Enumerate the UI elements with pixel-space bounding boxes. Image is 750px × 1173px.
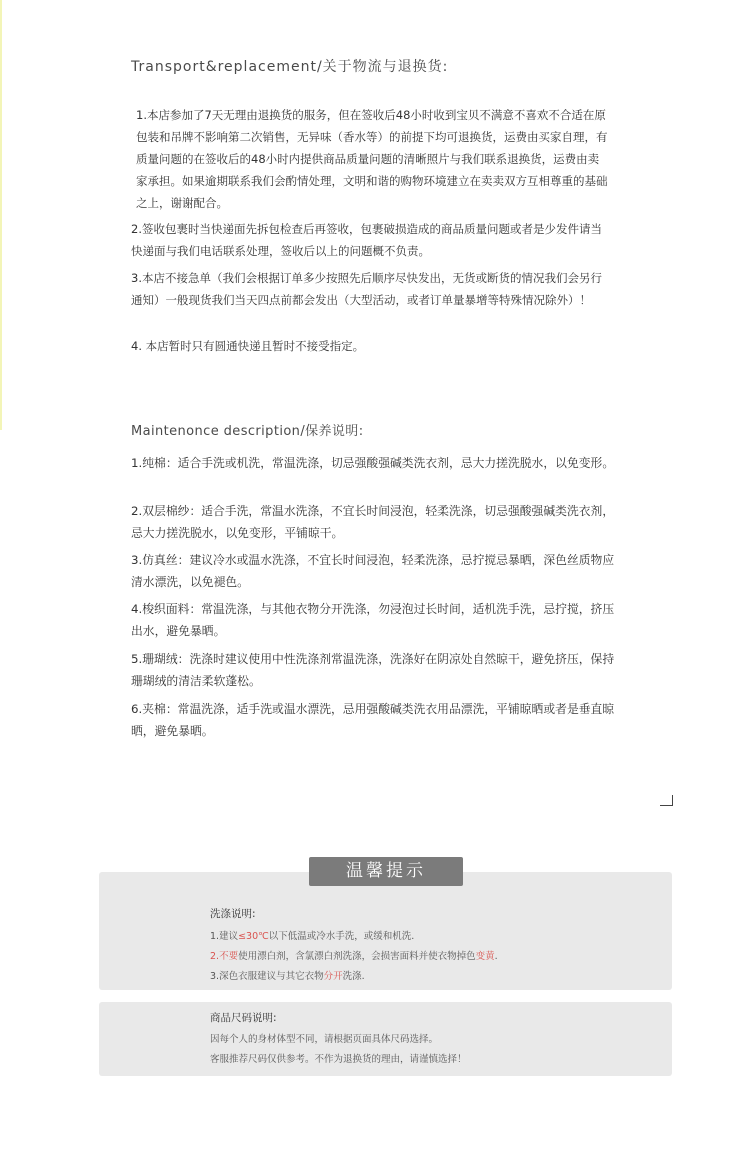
wash-yellowing: 变黄: [475, 951, 495, 962]
wash-line-2-num: 2.: [210, 951, 220, 962]
wash-line-3-text: 3.深色衣服建议与其它衣物: [210, 971, 324, 982]
transport-item-3: 3.本店不接急单（我们会根据订单多少按照先后顺序尽快发出，无货或断货的情况我们会另行通知）一般现货我们当天四点前都会发出（大型活动，或者订单量暴增等特殊情况除外）！: [131, 271, 602, 307]
size-instructions-box: [99, 1002, 672, 1076]
wash-line-1-rest: 以下低温或冷水手洗，或缓和机洗.: [268, 931, 415, 942]
size-title: 商品尺码说明:: [210, 1012, 277, 1024]
left-edge-line: [0, 0, 2, 430]
wash-line-3: [210, 968, 365, 982]
wash-line-2-end: .: [494, 951, 498, 962]
transport-item-2: 2.签收包裹时当快递面先拆包检查后再签收，包裹破损造成的商品质量问题或者是少发件请当快递面与我们电话联系处理，签收后以上的问题概不负责。: [131, 222, 602, 258]
wash-line-1-text: 1.建议: [210, 931, 239, 942]
transport-item-4: 4. 本店暂时只有圆通快递且暂时不接受指定。: [131, 339, 365, 353]
wash-line-2: [210, 948, 498, 962]
maintenance-item-coral-fleece: 5.珊瑚绒：洗涤时建议使用中性洗涤剂常温洗涤，洗涤好在阴凉处自然晾干，避免挤压，保持珊瑚绒的清洁柔软蓬松。: [131, 652, 615, 688]
wash-separate: 分开: [323, 971, 343, 982]
maintenance-item-cotton: 1.纯棉：适合手洗或机洗，常温洗涤，切忌强酸强碱类洗衣剂，忌大力搓洗脱水，以免变形。: [131, 456, 615, 470]
wash-title: 洗涤说明:: [210, 908, 256, 920]
maintenance-item-quilted: 6.夹棉：常温洗涤，适手洗或温水漂洗，忌用强酸碱类洗衣用品漂洗，平铺晾晒或者是垂直晾晒，避免暴晒。: [131, 702, 615, 738]
maintenance-item-woven: 4.梭织面料：常温洗涤，与其他衣物分开洗涤，勿浸泡过长时间，适机洗手洗，忌拧搅，挤压出水，避免暴晒。: [131, 602, 615, 638]
size-line-1: 因每个人的身材体型不同，请根据页面具体尺码选择。: [210, 1034, 439, 1045]
maintenance-item-silk: 3.仿真丝：建议冷水或温水洗涤，不宜长时间浸泡，轻柔洗涤，忌拧搅忌暴晒，深色丝质物应清水漂洗，以免褪色。: [131, 553, 615, 589]
corner-mark: [660, 795, 673, 806]
wash-temperature: ≤30℃: [238, 931, 269, 942]
size-line-2: 客服推荐尺码仅供参考。不作为退换货的理由，请谨慎选择！: [210, 1054, 467, 1065]
tips-banner: 温馨提示: [309, 857, 463, 886]
transport-heading: Transport&replacement/关于物流与退换货:: [131, 59, 449, 75]
wash-do-not: 不要: [219, 951, 239, 962]
wash-line-2-text: 使用漂白剂，含氯漂白剂洗涤，会损害面料并使衣物掉色: [238, 951, 476, 962]
wash-line-3-end: 洗涤.: [342, 971, 365, 982]
transport-item-1: 1.本店参加了7天无理由退换货的服务，但在签收后48小时收到宝贝不满意不喜欢不合适在原包装和吊牌不影响第二次销售，无异味（香水等）的前提下均可退换货，运费由买家自理，有质量问题的在签收后的48小时内提供商品质量问题的清晰照片与我们联系退换货，运费由卖家承担。如果逾期联系我们会酌情处理，文明和谐的购物环境建立在卖卖双方互相尊重的基础之上，谢谢配合。: [136, 108, 608, 210]
wash-instructions-box: [99, 872, 672, 990]
maintenance-heading: Maintenonce description/保养说明:: [131, 424, 364, 439]
maintenance-item-double-gauze: 2.双层棉纱：适合手洗，常温水洗涤，不宜长时间浸泡，轻柔洗涤，切忌强酸强碱类洗衣剂，忌大力搓洗脱水，以免变形，平铺晾干。: [131, 504, 615, 540]
wash-line-1: [210, 928, 414, 942]
